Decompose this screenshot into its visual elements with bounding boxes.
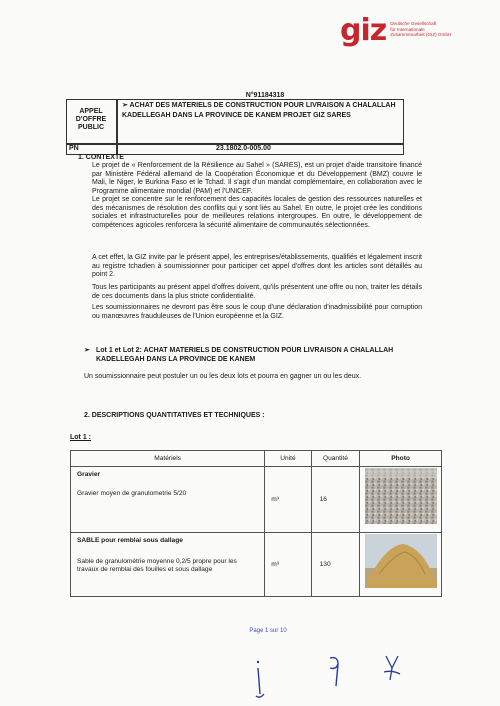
pn-label: PN bbox=[69, 144, 79, 152]
unit-cell: m³ bbox=[265, 533, 311, 597]
material-description: Gravier moyen de granulometrie 5/20 bbox=[77, 490, 187, 497]
paragraph-confidentiality: Tous les participants au présent appel d'offres doivent, qu'ils présentent une offre ou non, traiter les détails de ces documents dans la plus stricte confidentialité. bbox=[92, 284, 422, 300]
column-header-materiels: Matériels bbox=[71, 451, 265, 467]
table-header-row bbox=[71, 451, 442, 467]
sand-photo bbox=[365, 534, 437, 588]
pn-value: 23.1802.0-005.00 bbox=[216, 144, 271, 152]
paragraph-invitation: A cet effet, la GIZ invite par le présent appel, les entreprises/établissements, qualifiés et légalement inscrit au registre tchadien à soumissionner pour participer cet appel d'offres dont les articles sont détaillés au point 2. bbox=[92, 254, 422, 279]
lots-note: Un soumissionnaire peut postuler un ou les deux lots et pourra en gagner un ou les deux. bbox=[84, 373, 362, 380]
column-header-unite: Unité bbox=[265, 451, 311, 467]
quantity-cell: 16 bbox=[311, 467, 360, 533]
material-name: Gravier bbox=[77, 471, 101, 478]
unit-cell: m³ bbox=[265, 467, 311, 533]
column-header-quantite: Quantité bbox=[311, 451, 360, 467]
section-heading-descriptions: 2. DESCRIPTIONS QUANTITATIVES ET TECHNIQUES : bbox=[84, 412, 265, 419]
paragraph-eligibility: Les soumissionnaires ne devront pas être sous le coup d'une déclaration d'inadmissibilité pour corruption ou manœuvres frauduleuses de l'Union européenne et la GIZ. bbox=[92, 304, 422, 320]
material-description: Sable de granulométrie moyenne 0,2/5 propre pour les travaux de remblai des fouilles et sous dallage bbox=[77, 558, 237, 574]
column-header-photo: Photo bbox=[360, 451, 442, 467]
paragraph-context-2: Le projet se concentre sur le renforcement des capacités locales de gestion des ressources naturelles et des mécanismes de résolution des conflits qui y sont liés au Sahel. En outre, le projet crée les conditions sociales et infrastructurelles pour de meilleures relations intergroupes. En outre, le développement de compétences agricoles renforcera la sécurité alimentaire de communautés sélectionnées. bbox=[92, 196, 422, 229]
giz-logo bbox=[340, 13, 452, 48]
material-cell bbox=[71, 467, 265, 533]
tender-type-label: APPEL D'OFFRE PUBLIC bbox=[75, 108, 107, 132]
logo-mark: giz bbox=[340, 13, 387, 48]
logo-text bbox=[390, 21, 451, 38]
lots-title: Lot 1 et Lot 2: ACHAT MATERIELS DE CONSTRUCTION POUR LIVRAISON A CHALALLAH KADELLEGAH DANS LA PROVINCE DE KANEM bbox=[96, 347, 394, 363]
gravel-photo bbox=[365, 468, 437, 524]
page-number: Page 1 sur 10 bbox=[249, 628, 287, 634]
lot1-label: Lot 1 : bbox=[70, 434, 91, 441]
paragraph-context-1: Le projet de « Renforcement de la Résilience au Sahel » (SARES), est un projet d'aide transitoire financé par Ministère Fédéral allemand de la Coopération Économique et du Développement (BMZ) couvre le Mali, le Niger, le Burkina Faso et le Tchad. Il s'agit d'un mandat complémentaire, en collaboration avec le Programme alimentaire mondial (PAM) et l'UNICEF. bbox=[92, 162, 422, 195]
material-cell bbox=[71, 533, 265, 597]
initials-signature bbox=[240, 650, 410, 700]
material-name: SABLE pour remblai sous dallage bbox=[77, 537, 183, 544]
reference-number: N°91184318 bbox=[245, 92, 285, 99]
logo-line: Zusammenarbeit (GIZ) GmbH bbox=[390, 32, 452, 38]
lots-bullet: ➢ bbox=[84, 347, 90, 354]
logo-line: Deutsche Gesellschaft bbox=[390, 21, 437, 26]
logo-line: für Internationale bbox=[390, 26, 425, 32]
tender-title: ➢ ACHAT DES MATERIELS DE CONSTRUCTION POUR LIVRAISON A CHALALLAH KADELLEGAH DANS LA PROVINCE DE KANEM PROJET GIZ SARES bbox=[122, 102, 396, 119]
section-heading-contexte: 1. CONTEXTE bbox=[78, 154, 124, 161]
quantity-cell: 130 bbox=[311, 533, 360, 597]
